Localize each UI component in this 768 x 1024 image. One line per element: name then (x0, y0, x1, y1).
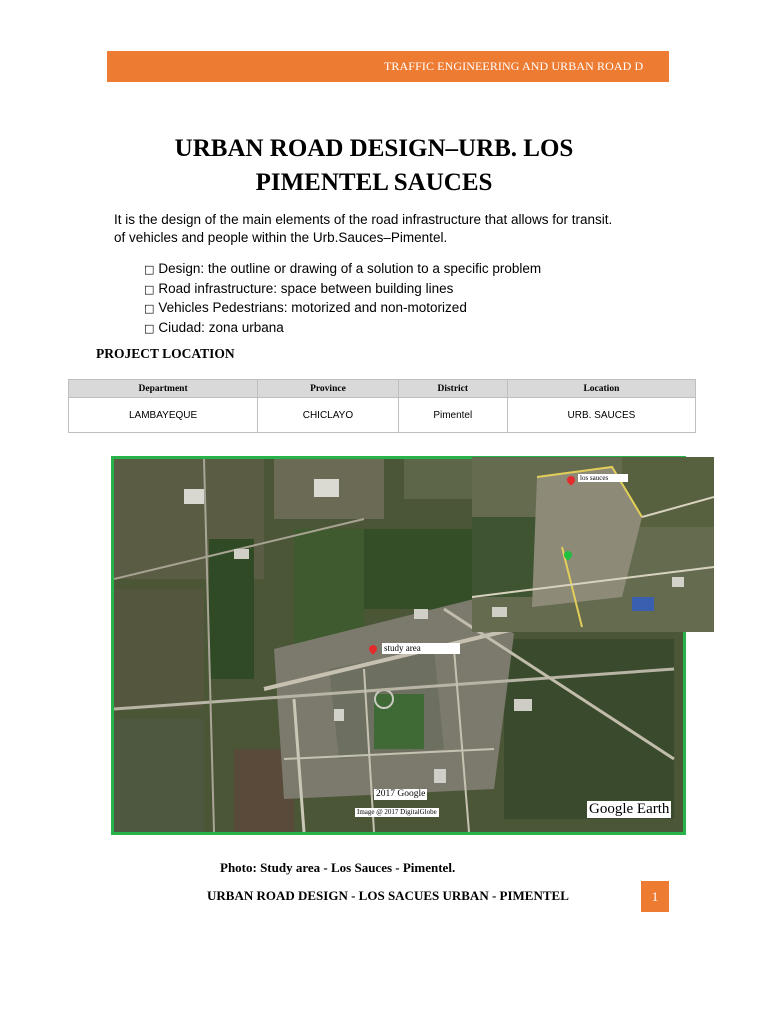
cell-department: LAMBAYEQUE (69, 398, 258, 433)
checkbox-glyph: □ (144, 282, 155, 296)
imagery-credit: Image @ 2017 DigitalGlobe (357, 808, 437, 816)
list-item-text: Vehicles Pedestrians: motorized and non-motorized (158, 300, 467, 315)
table-row (69, 398, 696, 433)
list-item-text: Ciudad: zona urbana (158, 319, 284, 335)
definition-list (144, 260, 541, 338)
intro-paragraph (114, 211, 674, 247)
column-header-district: District (398, 380, 507, 398)
cell-district: Pimentel (398, 398, 507, 433)
cell-province: CHICLAYO (258, 398, 399, 433)
section-heading: PROJECT LOCATION (96, 346, 235, 361)
intro-line-1: It is the design of the main elements of the road infrastructure that allows for transit. (114, 212, 613, 227)
list-item-text: Road infrastructure: space between building lines (158, 280, 454, 296)
google-earth-logo: Google Earth (589, 801, 670, 817)
cell-location: URB. SAUCES (507, 398, 695, 433)
map-copyright: 2017 Google (376, 789, 426, 799)
list-item (144, 299, 541, 319)
title-line-2: PIMENTEL SAUCES (255, 169, 493, 196)
inset-label: los sauces (578, 474, 628, 482)
photo-caption: Photo: Study area - Los Sauces - Pimentel. (220, 860, 456, 875)
inset-map (472, 457, 714, 632)
header-bar (107, 51, 669, 82)
table-header-row (69, 380, 696, 398)
column-header-location: Location (507, 380, 695, 398)
inset-imagery (472, 457, 714, 632)
page-number: 1 (641, 881, 669, 912)
checkbox-glyph: □ (144, 263, 155, 276)
footer-title: URBAN ROAD DESIGN - LOS SACUES URBAN - PIMENTEL (207, 888, 569, 903)
column-header-province: Province (258, 380, 399, 398)
column-header-department: Department (69, 380, 258, 398)
study-area-label: study area (382, 643, 460, 654)
intro-line-2: of vehicles and people within the Urb.Sauces–Pimentel. (114, 230, 448, 245)
title-line-1: URBAN ROAD DESIGN–URB. LOS (174, 135, 574, 162)
location-table (68, 379, 696, 433)
list-item (144, 260, 541, 280)
checkbox-glyph: □ (144, 321, 155, 335)
running-header: TRAFFIC ENGINEERING AND URBAN ROAD D (384, 59, 644, 73)
list-item (144, 319, 541, 339)
page-title (120, 132, 628, 200)
list-item-text: Design: the outline or drawing of a solution to a specific problem (158, 261, 542, 276)
list-item (144, 280, 541, 300)
checkbox-glyph: □ (144, 302, 155, 315)
